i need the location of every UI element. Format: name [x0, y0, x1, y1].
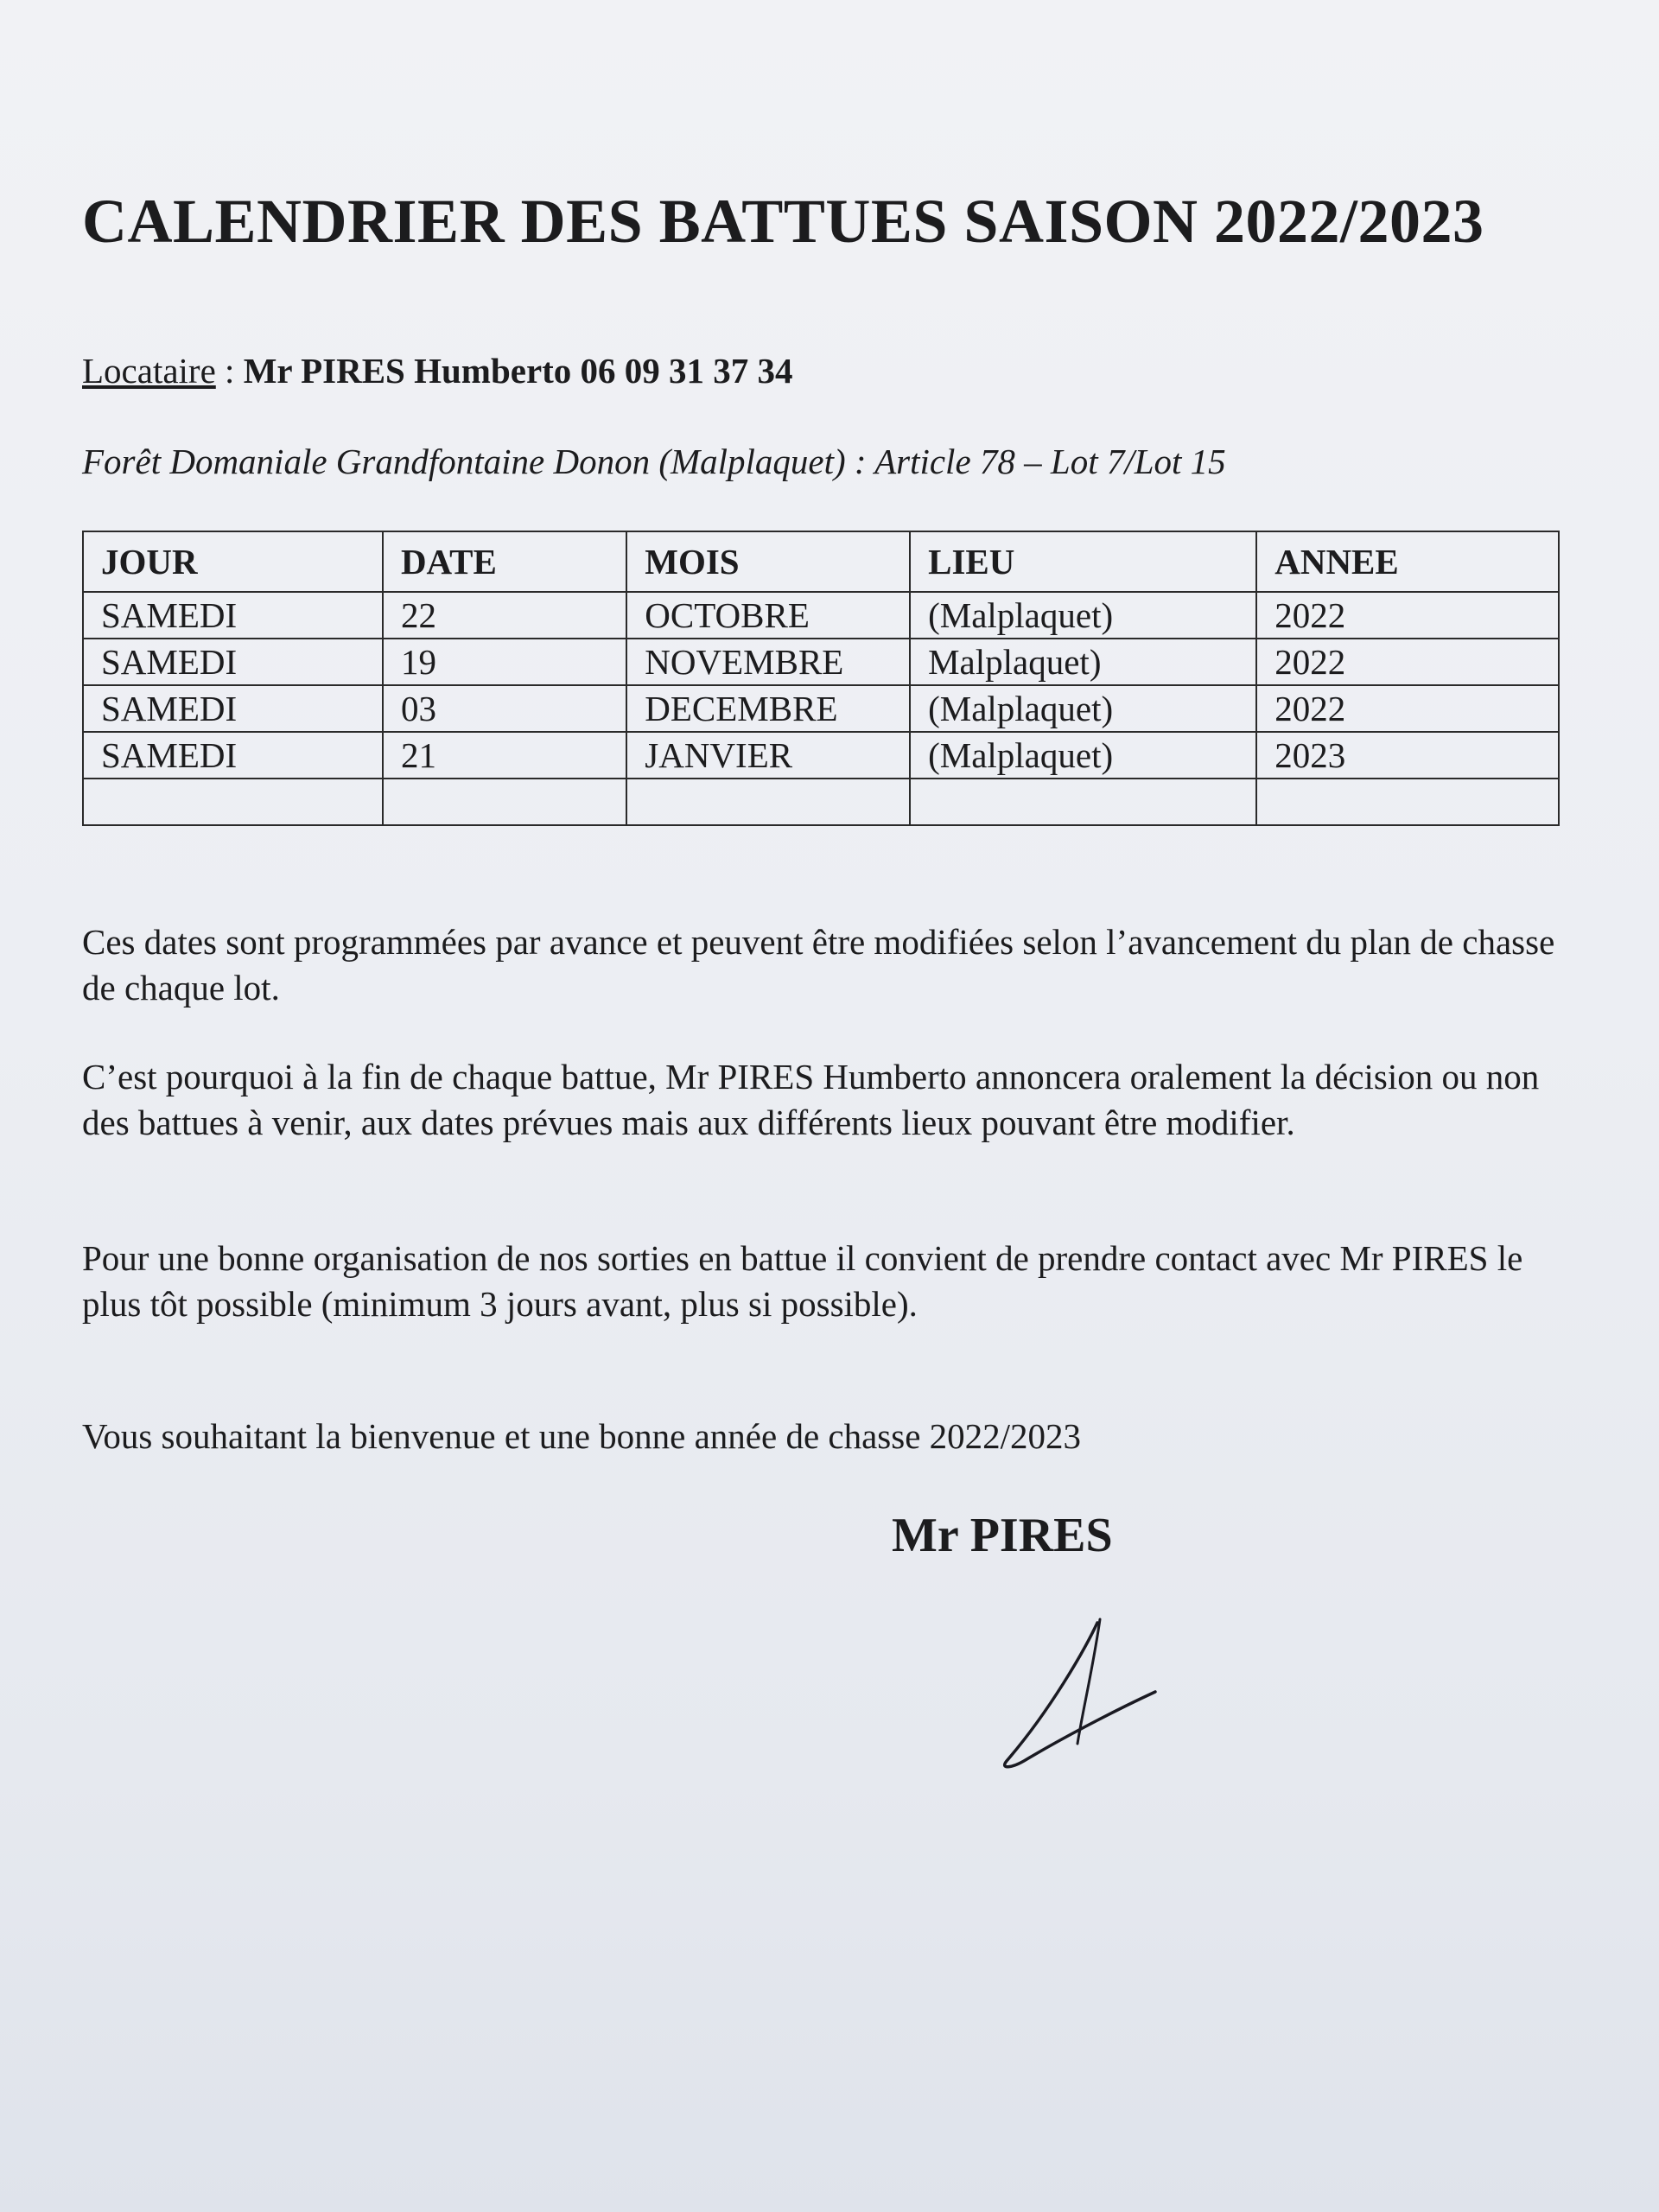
tenant-name-phone: Mr PIRES Humberto 06 09 31 37 34: [243, 351, 793, 391]
cell-annee: 2022: [1256, 639, 1559, 685]
cell-jour: SAMEDI: [83, 592, 383, 639]
cell-jour: SAMEDI: [83, 639, 383, 685]
handwritten-signature-icon: [989, 1616, 1162, 1780]
tenant-line: [82, 350, 793, 391]
table-row: [83, 592, 1559, 639]
cell-jour: SAMEDI: [83, 685, 383, 732]
table-row-empty: [83, 779, 1559, 825]
paragraph-contact: Pour une bonne organisation de nos sorties en battue il convient de prendre contact avec Mr PIRES le plus tôt possible (minimum 3 jours avant, plus si possible).: [82, 1238, 1523, 1324]
cell-annee: 2022: [1256, 685, 1559, 732]
schedule-table: [82, 531, 1560, 826]
cell-jour: [83, 779, 383, 825]
header-date: DATE: [383, 531, 626, 592]
header-annee: ANNEE: [1256, 531, 1559, 592]
cell-mois: DECEMBRE: [626, 685, 910, 732]
cell-lieu: Malplaquet): [910, 639, 1256, 685]
cell-mois: OCTOBRE: [626, 592, 910, 639]
cell-lieu: (Malplaquet): [910, 592, 1256, 639]
cell-mois: JANVIER: [626, 732, 910, 779]
paragraph-announcement: C’est pourquoi à la fin de chaque battue, Mr PIRES Humberto annoncera oralement la décision ou non des battues à venir, aux dates prévues mais aux différents lieux pouvant être modifier.: [82, 1057, 1540, 1142]
cell-date: 03: [383, 685, 626, 732]
header-jour: JOUR: [83, 531, 383, 592]
paragraph-welcome: Vous souhaitant la bienvenue et une bonne année de chasse 2022/2023: [82, 1416, 1082, 1456]
cell-date: [383, 779, 626, 825]
tenant-label: Locataire: [82, 351, 216, 391]
cell-mois: NOVEMBRE: [626, 639, 910, 685]
table-header-row: [83, 531, 1559, 592]
cell-lieu: [910, 779, 1256, 825]
table-row: [83, 685, 1559, 732]
header-lieu: LIEU: [910, 531, 1256, 592]
cell-date: 19: [383, 639, 626, 685]
forest-line: Forêt Domaniale Grandfontaine Donon (Malplaquet) : Article 78 – Lot 7/Lot 15: [82, 442, 1226, 481]
document-title: CALENDRIER DES BATTUES SAISON 2022/2023: [82, 187, 1484, 256]
cell-date: 22: [383, 592, 626, 639]
cell-lieu: (Malplaquet): [910, 685, 1256, 732]
cell-date: 21: [383, 732, 626, 779]
cell-mois: [626, 779, 910, 825]
header-mois: MOIS: [626, 531, 910, 592]
cell-lieu: (Malplaquet): [910, 732, 1256, 779]
cell-annee: 2023: [1256, 732, 1559, 779]
paragraph-schedule-note: Ces dates sont programmées par avance et peuvent être modifiées selon l’avancement du plan de chasse de chaque lot.: [82, 922, 1555, 1007]
table-row: [83, 639, 1559, 685]
cell-annee: 2022: [1256, 592, 1559, 639]
cell-jour: SAMEDI: [83, 732, 383, 779]
signer-name: Mr PIRES: [892, 1509, 1113, 1562]
cell-annee: [1256, 779, 1559, 825]
table-row: [83, 732, 1559, 779]
tenant-separator: :: [215, 351, 244, 391]
